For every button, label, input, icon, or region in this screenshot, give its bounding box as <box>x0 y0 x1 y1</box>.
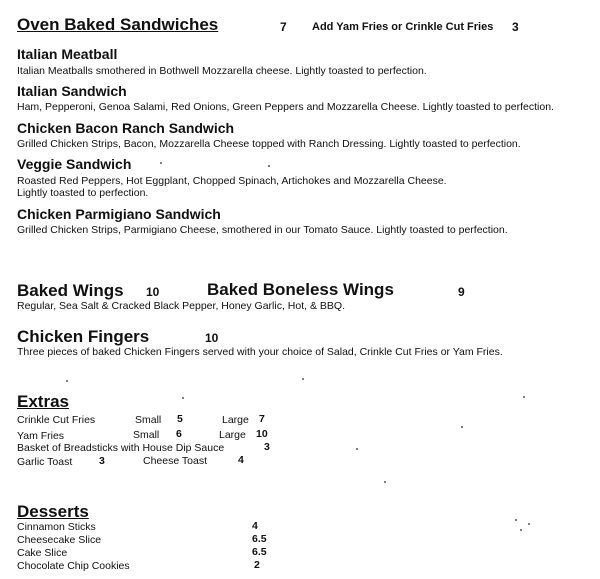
chicken-fingers-title: Chicken Fingers <box>17 327 150 346</box>
item-veggie-sandwich-title: Veggie Sandwich <box>17 156 132 172</box>
scan-speck <box>182 397 184 399</box>
item-italian-sandwich-desc: Ham, Pepperoni, Genoa Salami, Red Onions, Green Peppers and Mozzarella Cheese. Lightly toasted to perfection. <box>17 101 554 113</box>
item-chicken-parmigiano-title: Chicken Parmigiano Sandwich <box>17 206 221 222</box>
scan-speck <box>268 165 270 167</box>
extra-yam-large-price: 10 <box>256 428 268 440</box>
scan-speck <box>515 519 517 521</box>
wings-flavors: Regular, Sea Salt & Cracked Black Pepper, Honey Garlic, Hot, & BBQ. <box>17 300 345 312</box>
scan-speck <box>302 378 304 380</box>
extra-crinkle-fries-name: Crinkle Cut Fries <box>17 414 96 426</box>
extra-crinkle-large-price: 7 <box>259 413 265 425</box>
baked-wings-title: Baked Wings <box>17 281 124 300</box>
scan-speck <box>461 426 463 428</box>
chicken-fingers-price: 10 <box>205 331 219 345</box>
dessert-cinnamon-sticks-name: Cinnamon Sticks <box>17 521 96 533</box>
fries-addon-price: 3 <box>512 20 519 34</box>
dessert-cookies-name: Chocolate Chip Cookies <box>17 560 130 572</box>
extra-garlic-toast-price: 3 <box>99 455 105 467</box>
boneless-wings-title: Baked Boneless Wings <box>207 280 394 299</box>
sandwiches-price: 7 <box>280 20 287 34</box>
extra-crinkle-large-label: Large <box>222 414 249 426</box>
item-chicken-bacon-ranch-desc: Grilled Chicken Strips, Bacon, Mozzarella Cheese topped with Ranch Dressing. Lightly toasted to perfection. <box>17 138 521 150</box>
dessert-cheesecake-price: 6.5 <box>252 533 267 545</box>
extra-cheese-toast-name: Cheese Toast <box>143 455 208 467</box>
baked-wings-price: 10 <box>146 285 160 299</box>
desserts-title: Desserts <box>17 502 89 521</box>
extra-yam-large-label: Large <box>219 429 246 441</box>
dessert-cheesecake-name: Cheesecake Slice <box>17 534 102 546</box>
fries-addon-label: Add Yam Fries or Crinkle Cut Fries <box>312 21 494 33</box>
scan-speck <box>523 396 525 398</box>
scan-speck <box>384 481 386 483</box>
scan-speck <box>520 529 522 531</box>
extras-title: Extras <box>17 392 69 411</box>
item-italian-meatball-desc: Italian Meatballs smothered in Bothwell Mozzarella cheese. Lightly toasted to perfection. <box>17 65 427 77</box>
item-chicken-bacon-ranch-title: Chicken Bacon Ranch Sandwich <box>17 120 235 136</box>
extra-cheese-toast-price: 4 <box>238 454 244 466</box>
scan-speck <box>356 448 358 450</box>
scan-speck <box>160 162 162 164</box>
dessert-cookies-price: 2 <box>254 559 260 571</box>
item-italian-meatball-title: Italian Meatball <box>17 46 118 62</box>
item-chicken-parmigiano-desc: Grilled Chicken Strips, Parmigiano Cheese, smothered in our Tomato Sauce. Lightly toasted to perfection. <box>17 224 508 236</box>
dessert-cake-slice-price: 6.5 <box>252 546 267 558</box>
extra-crinkle-small-price: 5 <box>177 413 183 425</box>
extra-crinkle-small-label: Small <box>135 414 162 426</box>
scan-speck <box>66 380 68 382</box>
extra-breadsticks-name: Basket of Breadsticks with House Dip Sauce <box>17 442 225 454</box>
sandwiches-title: Oven Baked Sandwiches <box>17 15 219 34</box>
scan-speck <box>528 523 530 525</box>
extra-garlic-toast-name: Garlic Toast <box>17 456 73 468</box>
item-italian-sandwich-title: Italian Sandwich <box>17 83 127 99</box>
extra-breadsticks-price: 3 <box>264 441 270 453</box>
extra-yam-small-label: Small <box>133 429 160 441</box>
extra-yam-small-price: 6 <box>176 428 182 440</box>
dessert-cinnamon-sticks-price: 4 <box>252 520 258 532</box>
dessert-cake-slice-name: Cake Slice <box>17 547 68 559</box>
item-veggie-sandwich-desc: Roasted Red Peppers, Hot Eggplant, Chopped Spinach, Artichokes and Mozzarella Cheese. Lightly toasted to perfection. <box>17 175 447 199</box>
boneless-wings-price: 9 <box>458 285 465 299</box>
extra-yam-fries-name: Yam Fries <box>17 430 65 442</box>
chicken-fingers-desc: Three pieces of baked Chicken Fingers served with your choice of Salad, Crinkle Cut Fries or Yam Fries. <box>17 346 503 358</box>
